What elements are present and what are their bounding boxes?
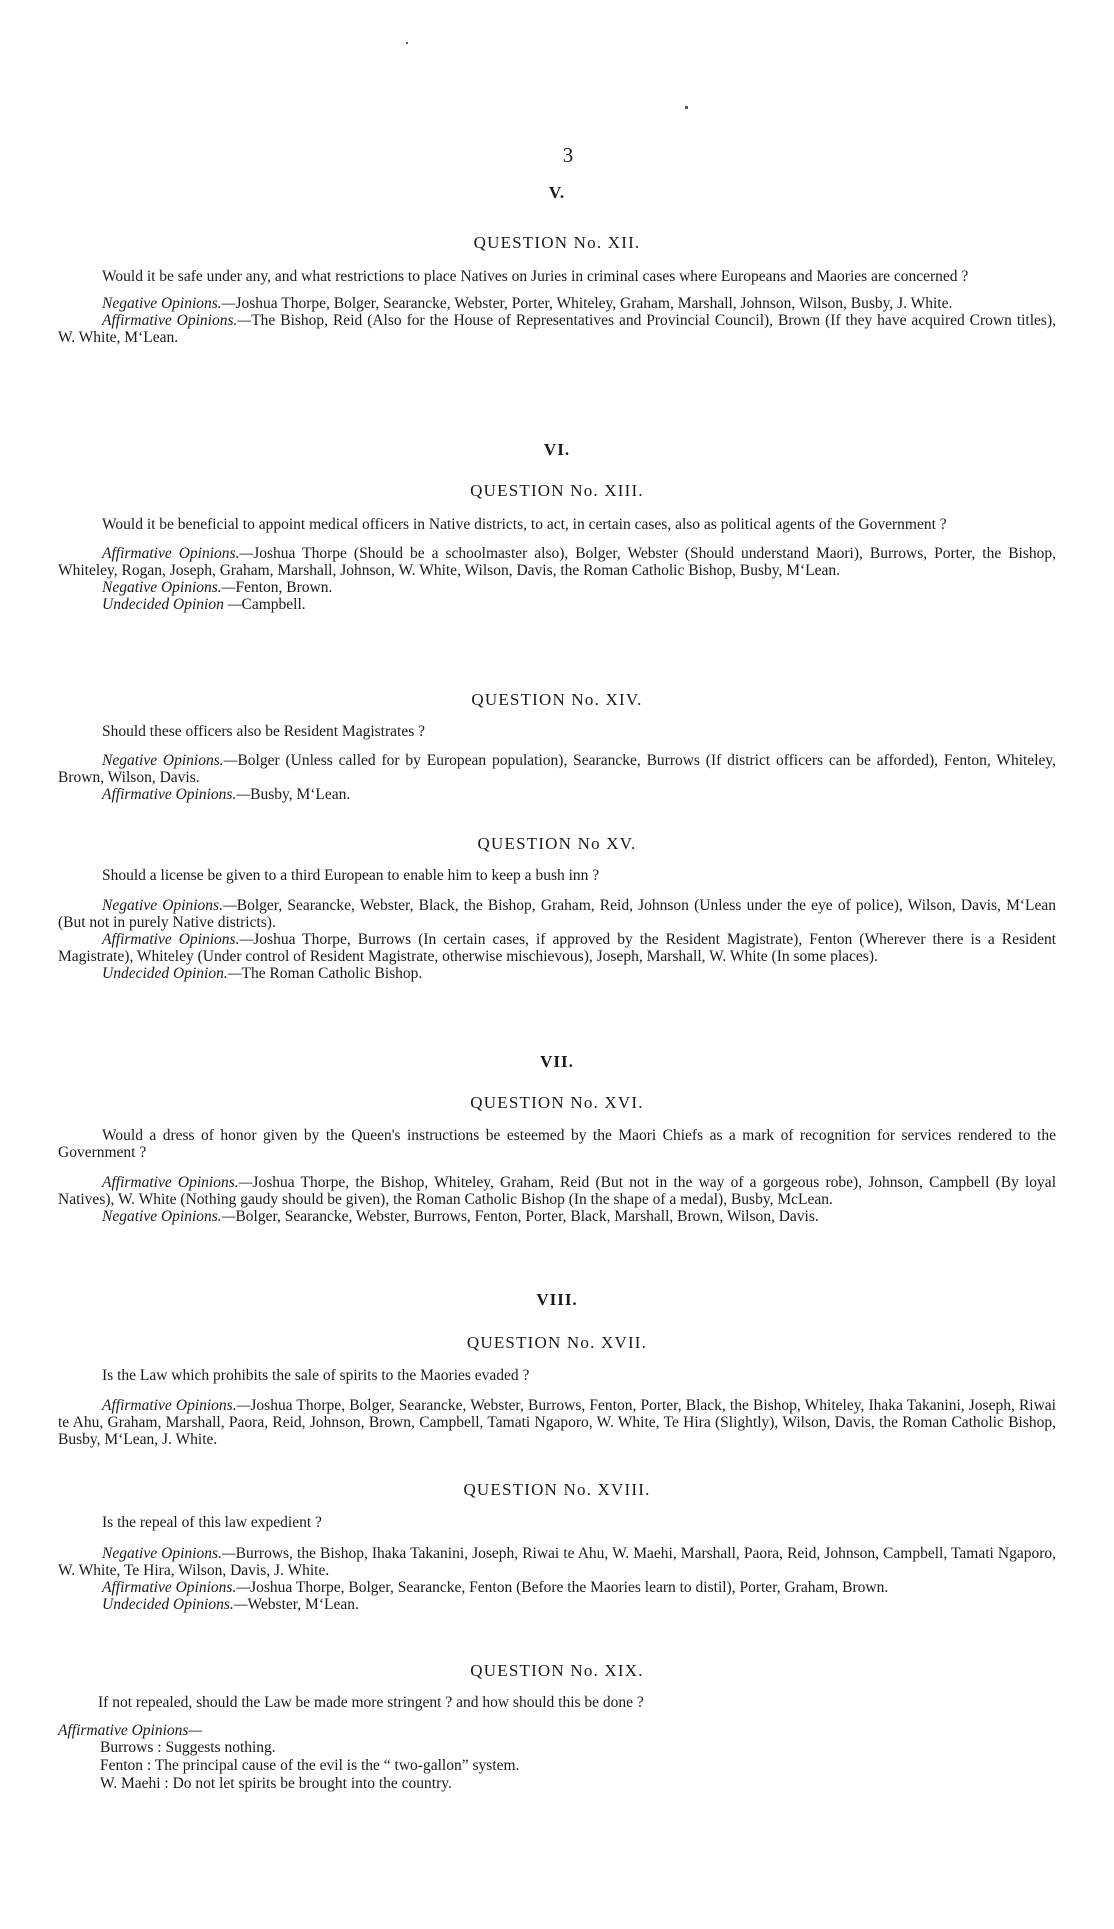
document-page	[58, 0, 1058, 1929]
section-numeral-v: V.	[548, 183, 566, 202]
q13-negative-opinions	[58, 579, 1056, 596]
question-18-block	[58, 1514, 1056, 1613]
q12-negative-opinions	[58, 295, 1056, 312]
question-18-heading: QUESTION No. XVIII.	[463, 1480, 651, 1499]
q17-affirmative-opinions	[58, 1397, 1056, 1448]
q19-response-list	[58, 1739, 1056, 1793]
opinion-label: Affirmative Opinions.—	[102, 1579, 251, 1596]
question-18-text: Is the repeal of this law expedient ?	[102, 1514, 322, 1531]
question-13-block	[58, 516, 1056, 613]
opinion-names: The Roman Catholic Bishop.	[241, 965, 423, 982]
opinion-names: Joshua Thorpe, Burrows (In certain cases, if approved by the Resident Magistrate), Fenton (Wherever there is a Resident Magistrate), Whiteley (Under control of Resident Magistrate, otherwise mischievous), Joseph, Marshall, W. White (In some places).	[58, 931, 1057, 965]
question-16-text: Would a dress of honor given by the Queen's instructions be esteemed by the Maori Chiefs as a mark of recognition for services rendered to the Government ?	[58, 1127, 1056, 1161]
opinion-label: Undecided Opinions.—	[102, 1596, 248, 1613]
question-13-heading: QUESTION No. XIII.	[470, 481, 644, 500]
opinion-label: Undecided Opinion.—	[102, 965, 242, 982]
section-numeral-viii: VIII.	[536, 1290, 578, 1309]
question-17-heading: QUESTION No. XVII.	[466, 1333, 648, 1352]
opinion-label: Negative Opinions.—	[102, 579, 236, 596]
opinion-label: Affirmative Opinions.—	[102, 312, 252, 329]
question-12-text: Would it be safe under any, and what restrictions to place Natives on Juries in criminal cases where Europeans and Maories are concerned ?	[102, 268, 969, 285]
q13-undecided-opinion	[58, 596, 1056, 613]
opinion-names: Bolger (Unless called for by European population), Searancke, Burrows (If district officers can be afforded), Fenton, Whiteley, Brown, Wilson, Davis.	[58, 752, 1056, 786]
opinion-names: Joshua Thorpe, the Bishop, Whiteley, Graham, Reid (But not in the way of a gorgeous robe), Johnson, Campbell (By loyal Natives), W. White (Nothing gaudy should be given), the Roman Catholic Bishop (In the shape of a medal), Busby, McLean.	[58, 1174, 1056, 1208]
opinion-label: Affirmative Opinions.—	[102, 1174, 253, 1191]
opinion-names: Joshua Thorpe (Should be a schoolmaster also), Bolger, Webster (Should understand Maori), Burrows, Porter, the Bishop, Whiteley, Rogan, Joseph, Graham, Marshall, Johnson, W. White, Wilson, Davis, the Roman Catholic Bishop, Busby, M‘Lean.	[58, 545, 1056, 579]
q15-affirmative-opinions	[58, 931, 1056, 965]
print-speck	[685, 106, 688, 109]
opinion-label: Undecided Opinion —	[102, 596, 242, 613]
question-16-heading: QUESTION No. XVI.	[470, 1093, 644, 1112]
q19-affirmative-label: Affirmative Opinions—	[58, 1722, 203, 1739]
question-15-block	[58, 867, 1056, 982]
question-14-block	[58, 723, 1056, 803]
question-13-text: Would it be beneficial to appoint medical officers in Native districts, to act, in certain cases, also as political agents of the Government ?	[102, 516, 947, 533]
opinion-names: Bolger, Searancke, Webster, Black, the Bishop, Graham, Reid, Johnson (Unless under the eye of police), Wilson, Davis, M‘Lean (But not in purely Native districts).	[58, 897, 1056, 931]
opinion-names: Bolger, Searancke, Webster, Burrows, Fenton, Porter, Black, Marshall, Brown, Wilson, Davis.	[235, 1208, 819, 1225]
opinion-names: Campbell.	[241, 596, 306, 613]
print-speck	[406, 42, 408, 44]
opinion-label: Negative Opinions.—	[102, 752, 238, 769]
question-16-block	[58, 1127, 1056, 1225]
q19-response-burrows: Burrows : Suggests nothing.	[100, 1739, 276, 1756]
question-12-heading: QUESTION No. XII.	[473, 233, 641, 252]
q18-undecided-opinions	[58, 1596, 1056, 1613]
q19-response-fenton: Fenton : The principal cause of the evil is the “ two-gallon” system.	[100, 1757, 520, 1774]
opinion-label: Affirmative Opinions.—	[102, 545, 254, 562]
question-15-text: Should a license be given to a third European to enable him to keep a bush inn ?	[102, 867, 600, 884]
question-19-block	[58, 1694, 1056, 1793]
opinion-names: Joshua Thorpe, Bolger, Searancke, Webster, Burrows, Fenton, Porter, Black, the Bishop, Whiteley, Ihaka Takanini, Joseph, Riwai te Ahu, Graham, Marshall, Paora, Reid, Johnson, Brown, Campbell, Tamati Ngaporo, W. White, Te Hira (Slightly), Wilson, Davis, the Roman Catholic Bishop, Busby, M‘Lean, J. White.	[58, 1397, 1056, 1448]
question-14-text: Should these officers also be Resident Magistrates ?	[102, 723, 425, 740]
opinion-names: Joshua Thorpe, Bolger, Searancke, Fenton (Before the Maories learn to distil), Porter, Graham, Brown.	[250, 1579, 889, 1596]
q16-affirmative-opinions	[58, 1174, 1056, 1208]
opinion-names: Busby, M‘Lean.	[250, 786, 351, 803]
q18-affirmative-opinions	[58, 1579, 1056, 1596]
q16-negative-opinions	[58, 1208, 1056, 1225]
q14-negative-opinions	[58, 752, 1056, 786]
opinion-label: Affirmative Opinions.—	[102, 931, 254, 948]
opinion-label: Negative Opinions.—	[102, 1545, 236, 1562]
opinion-label: Negative Opinions.—	[102, 295, 236, 312]
question-17-block	[58, 1367, 1056, 1448]
opinion-label: Negative Opinions.—	[102, 1208, 236, 1225]
opinion-names: Joshua Thorpe, Bolger, Searancke, Webster, Porter, Whiteley, Graham, Marshall, Johnson, Wilson, Busby, J. White.	[235, 295, 953, 312]
opinion-label: Negative Opinions.—	[102, 897, 237, 914]
q18-negative-opinions	[58, 1545, 1056, 1579]
q13-affirmative-opinions	[58, 545, 1056, 579]
q15-negative-opinions	[58, 897, 1056, 931]
q15-undecided-opinion	[58, 965, 1056, 982]
q19-response-maehi: W. Maehi : Do not let spirits be brought into the country.	[100, 1775, 452, 1792]
opinion-names: Burrows, the Bishop, Ihaka Takanini, Joseph, Riwai te Ahu, W. Maehi, Marshall, Paora, Reid, Johnson, Campbell, Tamati Ngaporo, W. White, Te Hira, Wilson, Davis, J. White.	[58, 1545, 1056, 1579]
question-15-heading: QUESTION No XV.	[477, 834, 637, 853]
question-19-text: If not repealed, should the Law be made more stringent ? and how should this be done ?	[98, 1694, 644, 1711]
section-numeral-vi: VI.	[543, 440, 571, 459]
opinion-names: Webster, M‘Lean.	[247, 1596, 359, 1613]
question-19-heading: QUESTION No. XIX.	[470, 1661, 644, 1680]
opinion-names: Fenton, Brown.	[235, 579, 333, 596]
q14-affirmative-opinions	[58, 786, 1056, 803]
opinion-label: Affirmative Opinions.—	[102, 1397, 251, 1414]
page-number: 3	[562, 143, 574, 167]
opinion-label: Affirmative Opinions.—	[102, 786, 251, 803]
question-12-block	[58, 268, 1056, 346]
section-numeral-vii: VII.	[540, 1052, 574, 1071]
opinion-names: The Bishop, Reid (Also for the House of Representatives and Provincial Council), Brown (If they have acquired Crown titles), W. White, M‘Lean.	[58, 312, 1056, 346]
question-17-text: Is the Law which prohibits the sale of spirits to the Maories evaded ?	[102, 1367, 530, 1384]
q12-affirmative-opinions	[58, 312, 1056, 346]
question-14-heading: QUESTION No. XIV.	[471, 690, 643, 709]
